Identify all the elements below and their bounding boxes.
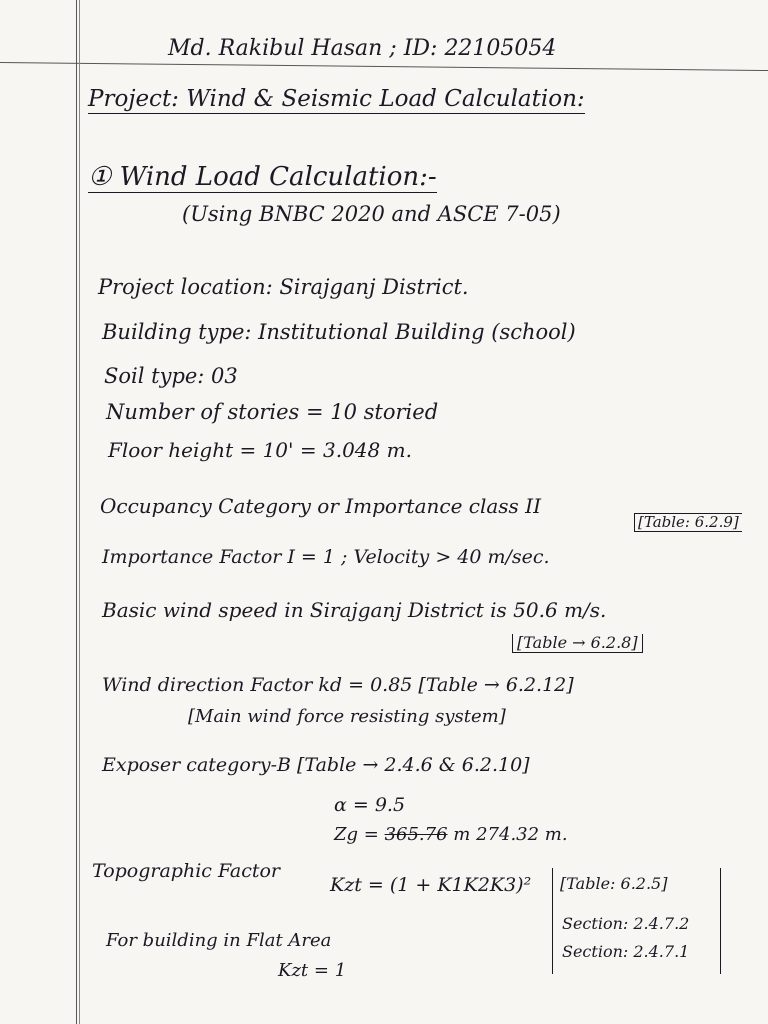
soil-type: Soil type: 03 xyxy=(104,364,238,388)
section-ref-2: Section: 2.4.7.1 xyxy=(562,942,690,961)
author-line: Md. Rakibul Hasan ; ID: 22105054 xyxy=(168,36,557,61)
basic-wind-speed: Basic wind speed in Sirajganj District is 50.6 m/s. xyxy=(102,598,607,622)
floor-height: Floor height = 10' = 3.048 m. xyxy=(108,438,412,462)
left-margin-line-inner xyxy=(79,0,80,1024)
building-type: Building type: Institutional Building (school) xyxy=(102,320,576,344)
zg-line xyxy=(334,826,568,844)
mwfrs-note: [Main wind force resisting system] xyxy=(188,706,506,727)
zg-struck-value: 365.76 xyxy=(384,824,448,845)
reference-bracket-right xyxy=(710,868,721,974)
number-of-stories: Number of stories = 10 storied xyxy=(106,400,439,424)
wind-speed-table-ref: [Table → 6.2.8] xyxy=(512,634,643,653)
section-heading: ① Wind Load Calculation:- xyxy=(88,162,437,192)
zg-label: Zg = xyxy=(334,824,379,845)
alpha-value: α = 9.5 xyxy=(334,794,406,816)
left-margin-line xyxy=(76,0,77,1024)
section-ref-1: Section: 2.4.7.2 xyxy=(562,914,690,933)
kzt-value: Kzt = 1 xyxy=(278,960,347,981)
top-rule-line xyxy=(0,62,768,71)
topographic-factor-label: Topographic Factor xyxy=(92,860,280,882)
project-title: Project: Wind & Seismic Load Calculation: xyxy=(88,86,585,112)
kzt-formula: Kzt = (1 + K1K2K3)² xyxy=(330,874,532,896)
project-location: Project location: Sirajganj District. xyxy=(98,275,469,299)
zg-value: m 274.32 m. xyxy=(453,824,568,845)
section-subheading: (Using BNBC 2020 and ASCE 7-05) xyxy=(182,202,561,226)
exposure-category: Exposer category-B [Table → 2.4.6 & 6.2.10] xyxy=(102,754,530,776)
occupancy-category: Occupancy Category or Importance class II xyxy=(100,494,541,518)
occupancy-table-ref: [Table: 6.2.9] xyxy=(634,513,742,532)
importance-factor: Importance Factor I = 1 ; Velocity > 40 m/sec. xyxy=(102,546,550,568)
topo-table-ref: [Table: 6.2.5] xyxy=(560,874,668,893)
flat-area-line: For building in Flat Area xyxy=(106,930,332,951)
wind-direction-factor: Wind direction Factor kd = 0.85 [Table → 6.2.12] xyxy=(102,674,574,696)
